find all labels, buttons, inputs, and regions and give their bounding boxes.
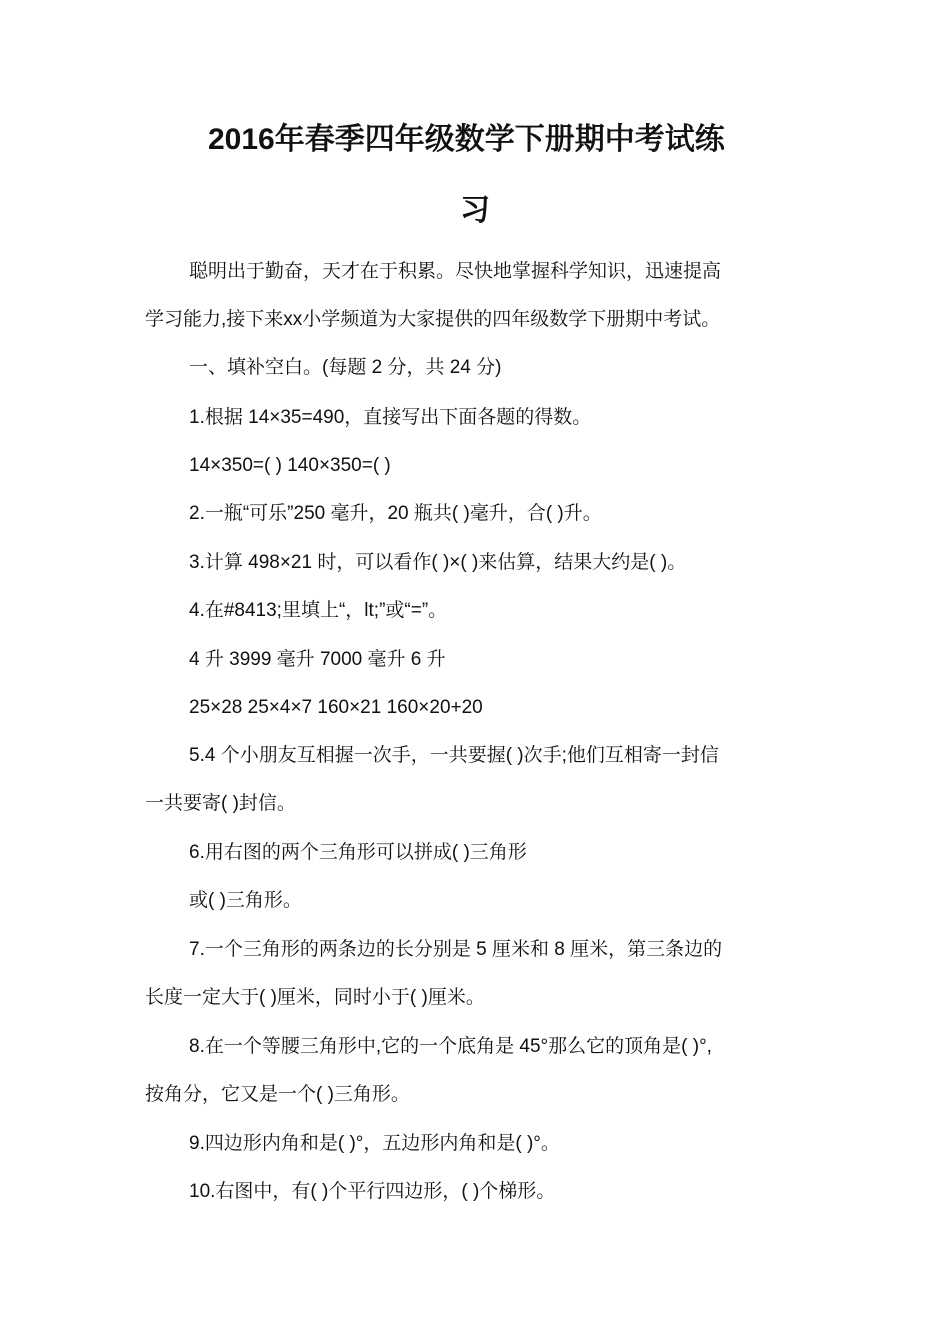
intro-line-1: 聪明出于勤奋，天才在于积累。尽快地掌握科学知识，迅速提高 (189, 261, 722, 282)
question-5-line-2: 一共要寄( )封信。 (145, 793, 296, 814)
question-3: 3.计算 498×21 时，可以看作( )×( )来估算，结果大约是( )。 (189, 552, 687, 573)
question-1: 1.根据 14×35=490，直接写出下面各题的得数。 (189, 407, 592, 428)
question-6-line-2: 或( )三角形。 (189, 890, 302, 911)
question-4-row-2: 25×28 25×4×7 160×21 160×20+20 (189, 697, 483, 718)
section-heading: 一、填补空白。(每题 2 分，共 24 分) (189, 357, 502, 378)
question-7-line-1: 7.一个三角形的两条边的长分别是 5 厘米和 8 厘米，第三条边的 (189, 939, 723, 960)
question-7-line-2: 长度一定大于( )厘米，同时小于( )厘米。 (145, 987, 485, 1008)
question-10: 10.右图中，有( )个平行四边形，( )个梯形。 (189, 1181, 556, 1202)
document-title-line-1: 2016年春季四年级数学下册期中考试练 (208, 123, 725, 156)
question-1-items: 14×350=( ) 140×350=( ) (189, 455, 391, 476)
question-5-line-1: 5.4 个小朋友互相握一次手，一共要握( )次手;他们互相寄一封信 (189, 745, 719, 766)
question-2: 2.一瓶“可乐”250 毫升，20 瓶共( )毫升，合( )升。 (189, 503, 602, 524)
question-6-line-1: 6.用右图的两个三角形可以拼成( )三角形 (189, 842, 527, 863)
question-9: 9.四边形内角和是( )°，五边形内角和是( )°。 (189, 1133, 560, 1154)
intro-line-2: 学习能力,接下来xx小学频道为大家提供的四年级数学下册期中考试。 (145, 309, 721, 330)
document-title-line-2: 习 (460, 194, 490, 227)
question-8-line-1: 8.在一个等腰三角形中,它的一个底角是 45°那么它的顶角是( )°, (189, 1036, 712, 1057)
question-8-line-2: 按角分，它又是一个( )三角形。 (145, 1084, 410, 1105)
question-4-row-1: 4 升 3999 毫升 7000 毫升 6 升 (189, 649, 446, 670)
question-4: 4.在#8413;里填上“，lt;”或“=”。 (189, 600, 448, 621)
